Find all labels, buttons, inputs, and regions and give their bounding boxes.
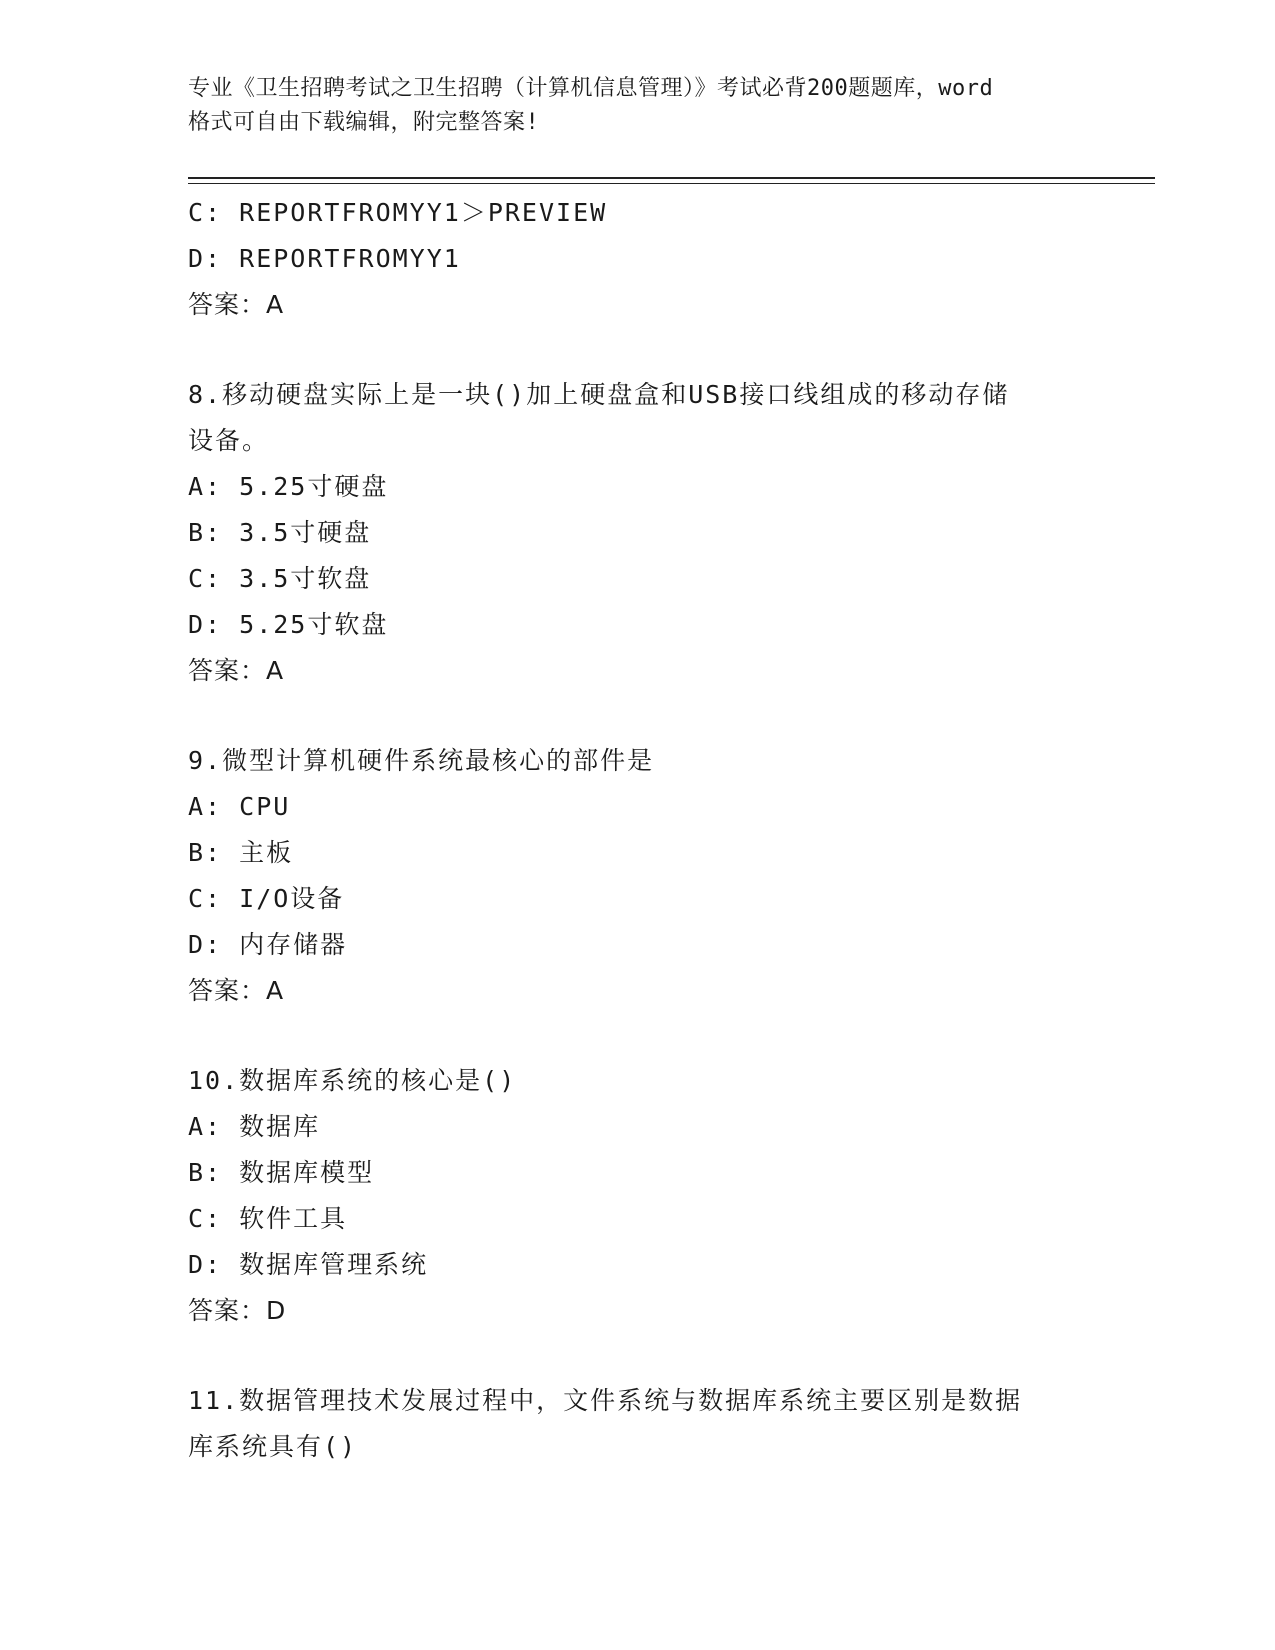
option-c: C: 软件工具 — [188, 1204, 348, 1233]
question-block-11 — [188, 1378, 1088, 1470]
option-d: D: 数据库管理系统 — [188, 1250, 429, 1279]
option-d: D: 内存储器 — [188, 930, 348, 959]
question-text-cont: 库系统具有() — [188, 1432, 358, 1461]
option-c: C: 3.5寸软盘 — [188, 564, 372, 593]
question-text: 11.数据管理技术发展过程中，文件系统与数据库系统主要区别是数据 — [188, 1386, 1023, 1415]
question-block-10 — [188, 1058, 1088, 1334]
option-b: B: 主板 — [188, 838, 294, 867]
answer-label: 答案：A — [188, 290, 285, 319]
option-a: A: CPU — [188, 792, 291, 821]
question-list — [188, 190, 1088, 1470]
header-divider-thick — [188, 177, 1155, 179]
document-header — [188, 72, 1088, 140]
option-b: B: 数据库模型 — [188, 1158, 375, 1187]
option-b: B: 3.5寸硬盘 — [188, 518, 372, 547]
question-block-8 — [188, 372, 1088, 694]
answer-label: 答案：D — [188, 1296, 287, 1325]
option-a: A: 数据库 — [188, 1112, 321, 1141]
question-text-cont: 设备。 — [188, 426, 270, 455]
option-c: C: REPORTFROMYY1＞PREVIEW — [188, 198, 608, 227]
header-title-line2: 格式可自由下载编辑，附完整答案! — [188, 110, 540, 135]
header-title-line1: 专业《卫生招聘考试之卫生招聘（计算机信息管理）》考试必背200题题库，word — [188, 76, 994, 101]
question-block-9 — [188, 738, 1088, 1014]
answer-label: 答案：A — [188, 656, 285, 685]
option-d: D: 5.25寸软盘 — [188, 610, 389, 639]
question-text: 10.数据库系统的核心是() — [188, 1066, 517, 1095]
header-divider-thin — [188, 183, 1155, 184]
answer-label: 答案：A — [188, 976, 285, 1005]
question-text: 8.移动硬盘实际上是一块()加上硬盘盒和USB接口线组成的移动存储 — [188, 380, 1010, 409]
option-a: A: 5.25寸硬盘 — [188, 472, 389, 501]
question-text: 9.微型计算机硬件系统最核心的部件是 — [188, 746, 655, 775]
option-d: D: REPORTFROMYY1 — [188, 244, 461, 273]
option-c: C: I/O设备 — [188, 884, 345, 913]
question-block-7 — [188, 190, 1088, 328]
